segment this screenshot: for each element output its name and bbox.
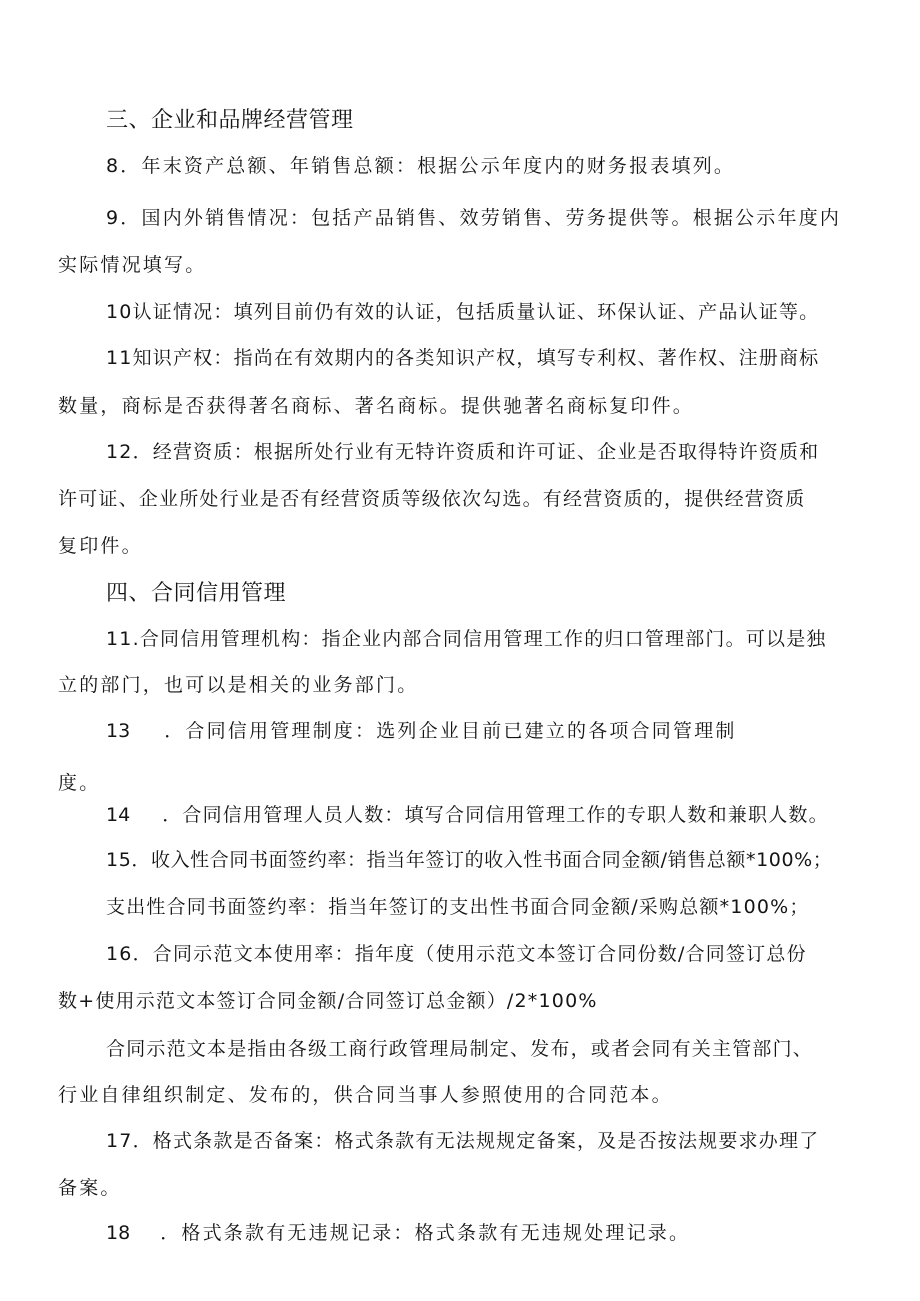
item-9-line-2: 实际情况填写。 xyxy=(58,254,207,276)
item-13-line-2: 度。 xyxy=(58,772,101,794)
item-14-text: ．合同信用管理人员人数：填写合同信用管理工作的专职人数和兼职人数。 xyxy=(162,804,829,826)
section-3-heading: 三、企业和品牌经营管理 xyxy=(106,108,354,133)
item-18-text: ．格式条款有无违规记录：格式条款有无违规处理记录。 xyxy=(160,1222,691,1244)
item-12-line-2: 许可证、企业所处行业是否有经营资质等级依次勾选。有经营资质的，提供经营资质 xyxy=(58,488,806,510)
item-8: 8．年末资产总额、年销售总额：根据公示年度内的财务报表填列。 xyxy=(106,155,736,177)
item-18 xyxy=(106,1218,690,1245)
item-9-line-1: 9．国内外销售情况：包括产品销售、效劳销售、劳务提供等。根据公示年度内 xyxy=(106,207,842,229)
section-4-heading: 四、合同信用管理 xyxy=(106,581,287,606)
item-14-number: 14 xyxy=(106,804,131,826)
item-16-line-1: 16．合同示范文本使用率：指年度（使用示范文本签订合同份数/合同签订总份 xyxy=(106,943,807,965)
note-line-2: 行业自律组织制定、发布的，供合同当事人参照使用的合同范本。 xyxy=(58,1084,673,1106)
item-13-text: ．合同信用管理制度：选列企业目前已建立的各项合同管理制 xyxy=(164,720,737,742)
item-13-line-1 xyxy=(106,716,737,743)
item-10: 10认证情况：填列目前仍有效的认证，包括质量认证、环保认证、产品认证等。 xyxy=(106,301,820,323)
item-11-line-2: 数量，商标是否获得著名商标、著名商标。提供驰著名商标复印件。 xyxy=(58,395,695,417)
item-18-number: 18 xyxy=(106,1222,131,1244)
item-4-11-line-1: 11.合同信用管理机构：指企业内部合同信用管理工作的归口管理部门。可以是独 xyxy=(106,628,827,650)
item-12-line-1: 12．经营资质：根据所处行业有无特许资质和许可证、企业是否取得特许资质和 xyxy=(106,441,820,463)
item-14 xyxy=(106,800,829,827)
note-line-1: 合同示范文本是指由各级工商行政管理局制定、发布，或者会同有关主管部门、 xyxy=(106,1038,814,1060)
item-13-number: 13 xyxy=(106,720,131,742)
item-11-line-1: 11知识产权：指尚在有效期内的各类知识产权，填写专利权、著作权、注册商标 xyxy=(106,347,820,369)
item-15-line-1: 15．收入性合同书面签约率：指当年签订的收入性书面合同金额/销售总额*100%； xyxy=(106,849,833,871)
item-16-line-2: 数+使用示范文本签订合同金额/合同签订总金额）/2*100% xyxy=(58,990,598,1012)
item-12-line-3: 复印件。 xyxy=(58,535,143,557)
item-15-line-2: 支出性合同书面签约率：指当年签订的支出性书面合同金额/采购总额*100%； xyxy=(106,896,810,918)
item-17-line-2: 备案。 xyxy=(58,1177,122,1199)
item-4-11-line-2: 立的部门，也可以是相关的业务部门。 xyxy=(58,674,419,696)
item-17-line-1: 17．格式条款是否备案：格式条款有无法规规定备案，及是否按法规要求办理了 xyxy=(106,1130,820,1152)
